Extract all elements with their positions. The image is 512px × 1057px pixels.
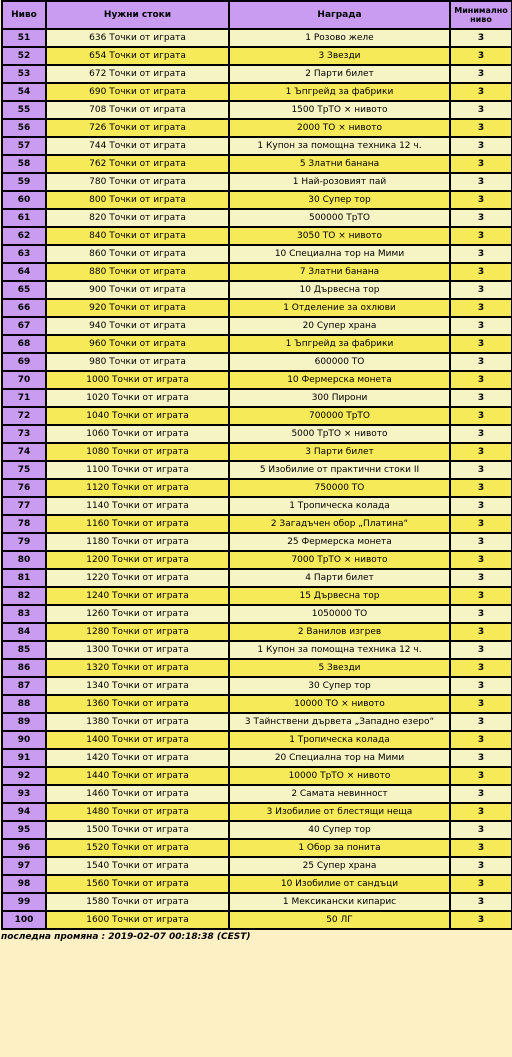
level-cell: 67 [2,317,46,335]
reward-cell: 2 Ванилов изгрев [229,623,450,641]
rewards-table [1,0,512,930]
table-row [2,101,512,119]
reward-cell: 300 Пирони [229,389,450,407]
goods-cell: 1440 Точки от играта [46,767,229,785]
reward-cell: 3 Тайнствени дървета „Западно езеро“ [229,713,450,731]
reward-cell: 10 Фермерска монета [229,371,450,389]
reward-cell: 2000 ТО × нивото [229,119,450,137]
goods-cell: 672 Точки от играта [46,65,229,83]
min-level-cell: 3 [450,101,512,119]
min-level-cell: 3 [450,839,512,857]
reward-cell: 5000 ТрТО × нивото [229,425,450,443]
goods-cell: 800 Точки от играта [46,191,229,209]
table-row [2,479,512,497]
goods-cell: 654 Точки от играта [46,47,229,65]
goods-cell: 1520 Точки от играта [46,839,229,857]
min-level-cell: 3 [450,83,512,101]
goods-cell: 636 Точки от играта [46,29,229,47]
min-level-cell: 3 [450,335,512,353]
level-cell: 94 [2,803,46,821]
table-row [2,713,512,731]
table-row [2,677,512,695]
table-row [2,335,512,353]
min-level-cell: 3 [450,587,512,605]
reward-cell: 30 Супер тор [229,191,450,209]
reward-cell: 1 Отделение за охлюви [229,299,450,317]
min-level-cell: 3 [450,371,512,389]
goods-cell: 1040 Точки от играта [46,407,229,425]
goods-cell: 1180 Точки от играта [46,533,229,551]
reward-cell: 5 Изобилие от практични стоки II [229,461,450,479]
goods-cell: 1240 Точки от играта [46,587,229,605]
reward-cell: 700000 ТрТО [229,407,450,425]
reward-cell: 2 Самата невинност [229,785,450,803]
goods-cell: 1380 Точки от играта [46,713,229,731]
table-row [2,803,512,821]
level-cell: 66 [2,299,46,317]
level-cell: 96 [2,839,46,857]
goods-cell: 880 Точки от играта [46,263,229,281]
table-row [2,29,512,47]
table-row [2,641,512,659]
level-cell: 77 [2,497,46,515]
goods-cell: 1260 Точки от играта [46,605,229,623]
level-cell: 99 [2,893,46,911]
table-row [2,137,512,155]
goods-cell: 1000 Точки от играта [46,371,229,389]
level-cell: 71 [2,389,46,407]
reward-cell: 1 Тропическа колада [229,497,450,515]
table-row [2,785,512,803]
table-row [2,443,512,461]
min-level-cell: 3 [450,677,512,695]
level-cell: 92 [2,767,46,785]
goods-cell: 1540 Точки от играта [46,857,229,875]
table-row [2,119,512,137]
goods-cell: 900 Точки от играта [46,281,229,299]
goods-cell: 820 Точки от играта [46,209,229,227]
goods-cell: 726 Точки от играта [46,119,229,137]
reward-cell: 20 Супер храна [229,317,450,335]
min-level-cell: 3 [450,497,512,515]
level-cell: 98 [2,875,46,893]
level-cell: 80 [2,551,46,569]
min-level-cell: 3 [450,281,512,299]
min-level-cell: 3 [450,155,512,173]
min-level-cell: 3 [450,893,512,911]
goods-cell: 960 Точки от играта [46,335,229,353]
goods-cell: 940 Точки от играта [46,317,229,335]
min-level-cell: 3 [450,695,512,713]
level-cell: 57 [2,137,46,155]
table-row [2,425,512,443]
table-row [2,767,512,785]
min-level-cell: 3 [450,641,512,659]
table-row [2,515,512,533]
min-level-cell: 3 [450,731,512,749]
min-level-cell: 3 [450,857,512,875]
level-cell: 53 [2,65,46,83]
level-cell: 88 [2,695,46,713]
reward-cell: 1 Ъпгрейд за фабрики [229,335,450,353]
reward-cell: 4 Парти билет [229,569,450,587]
min-level-cell: 3 [450,119,512,137]
min-level-cell: 3 [450,191,512,209]
table-row [2,407,512,425]
min-level-cell: 3 [450,785,512,803]
table-row [2,353,512,371]
min-level-cell: 3 [450,407,512,425]
table-row [2,389,512,407]
min-level-cell: 3 [450,659,512,677]
table-header-row [2,1,512,29]
goods-cell: 1020 Точки от играта [46,389,229,407]
table-row [2,695,512,713]
min-level-cell: 3 [450,749,512,767]
level-cell: 85 [2,641,46,659]
min-level-cell: 3 [450,173,512,191]
level-cell: 69 [2,353,46,371]
min-level-cell: 3 [450,317,512,335]
header-level: Ниво [2,1,46,29]
level-cell: 54 [2,83,46,101]
min-level-cell: 3 [450,803,512,821]
reward-cell: 3050 ТО × нивото [229,227,450,245]
reward-cell: 1 Ъпгрейд за фабрики [229,83,450,101]
goods-cell: 762 Точки от играта [46,155,229,173]
level-cell: 86 [2,659,46,677]
table-row [2,569,512,587]
table-row [2,263,512,281]
goods-cell: 1420 Точки от играта [46,749,229,767]
header-goods: Нужни стоки [46,1,229,29]
goods-cell: 1280 Точки от играта [46,623,229,641]
level-cell: 78 [2,515,46,533]
reward-cell: 7000 ТрТО × нивото [229,551,450,569]
level-cell: 59 [2,173,46,191]
goods-cell: 1560 Точки от играта [46,875,229,893]
level-cell: 56 [2,119,46,137]
reward-cell: 10000 ТрТО × нивото [229,767,450,785]
min-level-cell: 3 [450,533,512,551]
level-cell: 83 [2,605,46,623]
table-row [2,497,512,515]
goods-cell: 1320 Точки от играта [46,659,229,677]
table-row [2,461,512,479]
level-cell: 89 [2,713,46,731]
table-row [2,911,512,929]
goods-cell: 920 Точки от играта [46,299,229,317]
goods-cell: 1100 Точки от играта [46,461,229,479]
table-row [2,893,512,911]
reward-cell: 1 Тропическа колада [229,731,450,749]
table-row [2,83,512,101]
min-level-cell: 3 [450,227,512,245]
min-level-cell: 3 [450,137,512,155]
level-cell: 60 [2,191,46,209]
table-row [2,173,512,191]
min-level-cell: 3 [450,713,512,731]
table-row [2,731,512,749]
table-row [2,857,512,875]
reward-cell: 1 Купон за помощна техника 12 ч. [229,137,450,155]
goods-cell: 1220 Точки от играта [46,569,229,587]
min-level-cell: 3 [450,623,512,641]
goods-cell: 860 Точки от играта [46,245,229,263]
min-level-cell: 3 [450,443,512,461]
reward-cell: 600000 ТО [229,353,450,371]
reward-cell: 1 Обор за понита [229,839,450,857]
reward-cell: 1 Купон за помощна техника 12 ч. [229,641,450,659]
level-cell: 84 [2,623,46,641]
reward-cell: 5 Звезди [229,659,450,677]
level-cell: 75 [2,461,46,479]
reward-cell: 3 Изобилие от блестящи неща [229,803,450,821]
reward-cell: 1 Най-розовият пай [229,173,450,191]
reward-cell: 3 Парти билет [229,443,450,461]
goods-cell: 840 Точки от играта [46,227,229,245]
level-cell: 73 [2,425,46,443]
reward-cell: 1 Мексикански кипарис [229,893,450,911]
min-level-cell: 3 [450,425,512,443]
level-cell: 93 [2,785,46,803]
level-cell: 62 [2,227,46,245]
reward-cell: 10 Изобилие от сандъци [229,875,450,893]
table-row [2,209,512,227]
reward-cell: 30 Супер тор [229,677,450,695]
table-row [2,65,512,83]
level-cell: 79 [2,533,46,551]
reward-cell: 1 Розово желе [229,29,450,47]
reward-cell: 10 Дървесна тор [229,281,450,299]
header-reward: Награда [229,1,450,29]
reward-cell: 10 Специална тор на Мими [229,245,450,263]
level-cell: 97 [2,857,46,875]
min-level-cell: 3 [450,353,512,371]
table-row [2,749,512,767]
table-row [2,317,512,335]
goods-cell: 1480 Точки от играта [46,803,229,821]
reward-cell: 25 Супер храна [229,857,450,875]
reward-cell: 750000 ТО [229,479,450,497]
goods-cell: 1400 Точки от играта [46,731,229,749]
goods-cell: 708 Точки от играта [46,101,229,119]
reward-cell: 2 Загадъчен обор „Платина“ [229,515,450,533]
min-level-cell: 3 [450,551,512,569]
level-cell: 72 [2,407,46,425]
min-level-cell: 3 [450,299,512,317]
table-row [2,605,512,623]
level-cell: 52 [2,47,46,65]
reward-cell: 25 Фермерска монета [229,533,450,551]
table-row [2,533,512,551]
table-row [2,551,512,569]
reward-cell: 500000 ТрТО [229,209,450,227]
reward-cell: 40 Супер тор [229,821,450,839]
level-cell: 76 [2,479,46,497]
reward-cell: 10000 ТО × нивото [229,695,450,713]
level-cell: 58 [2,155,46,173]
level-cell: 61 [2,209,46,227]
level-cell: 70 [2,371,46,389]
goods-cell: 980 Точки от играта [46,353,229,371]
min-level-cell: 3 [450,569,512,587]
level-cell: 87 [2,677,46,695]
table-row [2,839,512,857]
reward-cell: 7 Златни банана [229,263,450,281]
table-row [2,47,512,65]
min-level-cell: 3 [450,65,512,83]
level-cell: 68 [2,335,46,353]
goods-cell: 1300 Точки от играта [46,641,229,659]
min-level-cell: 3 [450,515,512,533]
goods-cell: 1580 Точки от играта [46,893,229,911]
reward-cell: 3 Звезди [229,47,450,65]
table-body [2,29,512,929]
goods-cell: 1500 Точки от играта [46,821,229,839]
table-row [2,821,512,839]
min-level-cell: 3 [450,605,512,623]
level-cell: 91 [2,749,46,767]
level-cell: 64 [2,263,46,281]
min-level-cell: 3 [450,263,512,281]
min-level-cell: 3 [450,461,512,479]
table-row [2,281,512,299]
goods-cell: 744 Точки от играта [46,137,229,155]
level-cell: 82 [2,587,46,605]
level-cell: 51 [2,29,46,47]
goods-cell: 1460 Точки от играта [46,785,229,803]
min-level-cell: 3 [450,29,512,47]
reward-cell: 5 Златни банана [229,155,450,173]
reward-cell: 50 ЛГ [229,911,450,929]
reward-cell: 1050000 ТО [229,605,450,623]
level-cell: 90 [2,731,46,749]
level-cell: 100 [2,911,46,929]
goods-cell: 1140 Точки от играта [46,497,229,515]
min-level-cell: 3 [450,767,512,785]
level-cell: 95 [2,821,46,839]
level-cell: 81 [2,569,46,587]
goods-cell: 1120 Точки от играта [46,479,229,497]
goods-cell: 1060 Точки от играта [46,425,229,443]
level-cell: 74 [2,443,46,461]
goods-cell: 690 Точки от играта [46,83,229,101]
level-cell: 63 [2,245,46,263]
min-level-cell: 3 [450,209,512,227]
reward-cell: 1500 ТрТО × нивото [229,101,450,119]
goods-cell: 1200 Точки от играта [46,551,229,569]
table-row [2,371,512,389]
goods-cell: 780 Точки от играта [46,173,229,191]
min-level-cell: 3 [450,821,512,839]
header-min-level: Минимално ниво [450,1,512,29]
table-row [2,659,512,677]
last-modified-footer: последна промяна : 2019-02-07 00:18:38 (CEST) [1,932,251,942]
table-row [2,587,512,605]
table-row [2,623,512,641]
table-row [2,155,512,173]
goods-cell: 1340 Точки от играта [46,677,229,695]
goods-cell: 1600 Точки от играта [46,911,229,929]
goods-cell: 1360 Точки от играта [46,695,229,713]
table-row [2,245,512,263]
reward-cell: 2 Парти билет [229,65,450,83]
goods-cell: 1080 Точки от играта [46,443,229,461]
goods-cell: 1160 Точки от играта [46,515,229,533]
level-cell: 55 [2,101,46,119]
table-row [2,299,512,317]
level-cell: 65 [2,281,46,299]
min-level-cell: 3 [450,245,512,263]
min-level-cell: 3 [450,479,512,497]
table-row [2,875,512,893]
reward-cell: 20 Специална тор на Мими [229,749,450,767]
min-level-cell: 3 [450,875,512,893]
min-level-cell: 3 [450,389,512,407]
min-level-cell: 3 [450,47,512,65]
min-level-cell: 3 [450,911,512,929]
table-row [2,191,512,209]
reward-cell: 15 Дървесна тор [229,587,450,605]
table-row [2,227,512,245]
